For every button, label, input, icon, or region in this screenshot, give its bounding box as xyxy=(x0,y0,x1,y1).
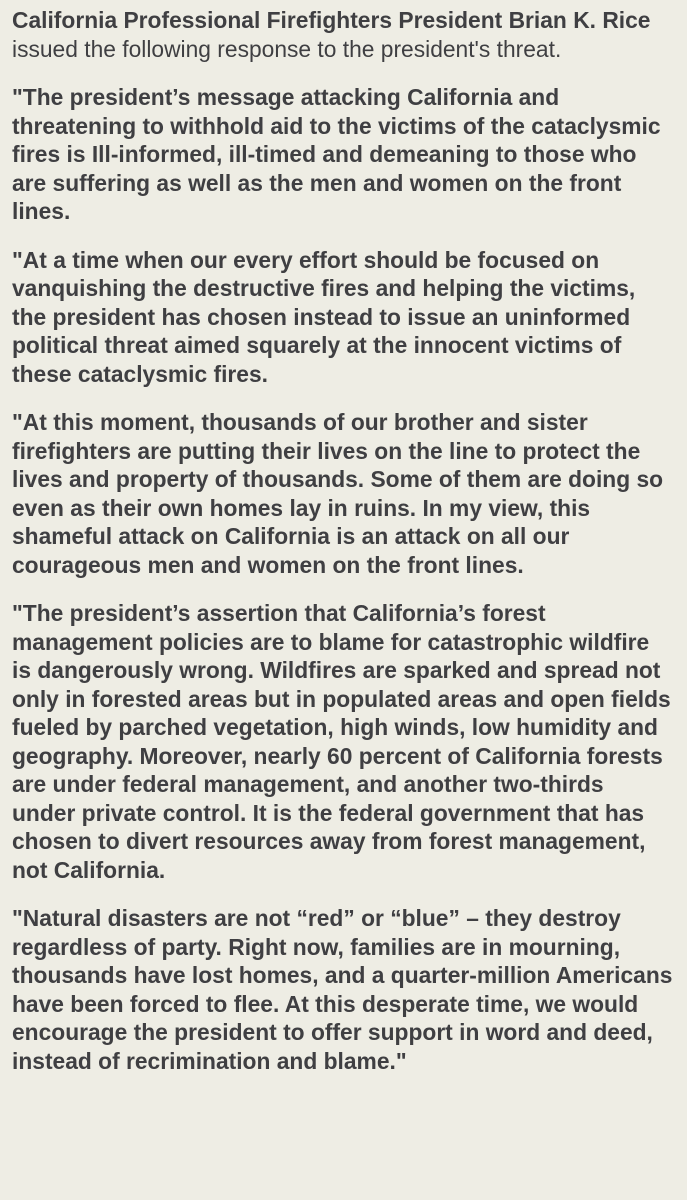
statement-paragraph-4: "The president’s assertion that California’s forest management policies are to blame for catastrophic wildfire is dangerously wrong. Wildfires are sparked and spread not only in forested areas but in populated areas and open fields fueled by parched vegetation, high winds, low humidity and geography. Moreover, nearly 60 percent of California forests are under federal management, and another two-thirds under private control. It is the federal government that has chosen to divert resources away from forest management, not California. xyxy=(12,600,671,883)
intro-paragraph xyxy=(12,6,673,63)
statement-paragraph-1: "The president’s message attacking California and threatening to withhold aid to the victims of the cataclysmic fires is Ill-informed, ill-timed and demeaning to those who are suffering as well as the men and women on the front lines. xyxy=(12,84,661,224)
speaker-name: California Professional Firefighters President Brian K. Rice xyxy=(12,7,651,33)
intro-text: issued the following response to the president's threat. xyxy=(12,35,562,62)
statement-paragraph-5: "Natural disasters are not “red” or “blue” – they destroy regardless of party. Right now, families are in mourning, thousands have lost homes, and a quarter-million Americans have been forced to flee. At this desperate time, we would encourage the president to offer support in word and deed, instead of recrimination and blame." xyxy=(12,905,673,1074)
statement-paragraph-3: "At this moment, thousands of our brother and sister firefighters are putting their lives on the line to protect the lives and property of thousands. Some of them are doing so even as their own homes lay in ruins. In my view, this shameful attack on California is an attack on all our courageous men and women on the front lines. xyxy=(12,409,664,578)
statement-paragraph-2: "At a time when our every effort should be focused on vanquishing the destructive fires and helping the victims, the president has chosen instead to issue an uninformed political threat aimed squarely at the innocent victims of these cataclysmic fires. xyxy=(12,246,636,387)
